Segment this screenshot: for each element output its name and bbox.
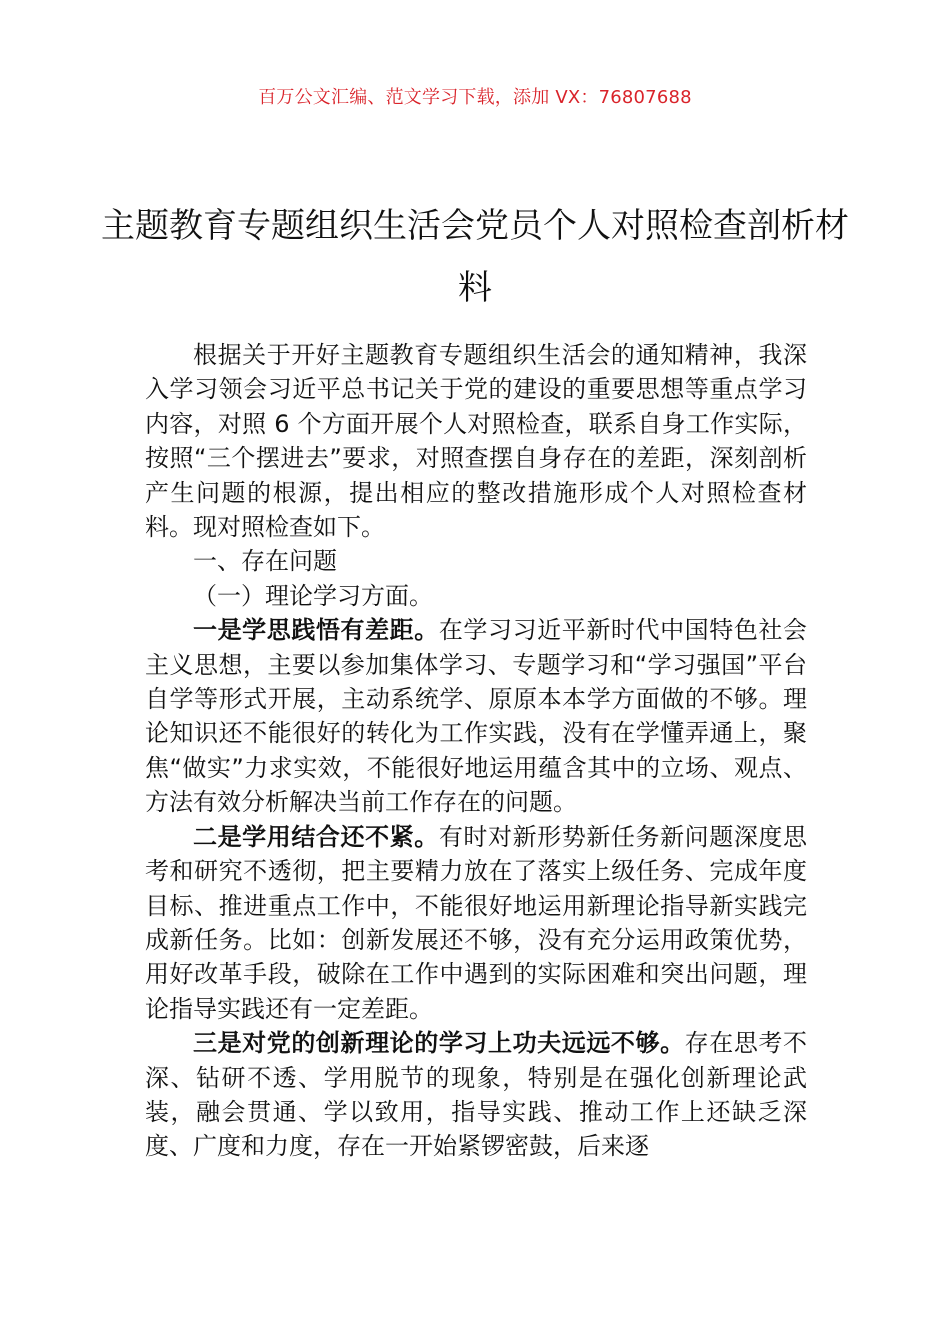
- section-heading: 一、存在问题: [193, 547, 337, 576]
- document-body: [145, 338, 807, 1164]
- intro-paragraph: 根据关于开好主题教育专题组织生活会的通知精神，我深入学习领会习近平总书记关于党的建设的重要思想等重点学习内容，对照 6 个方面开展个人对照检查，联系自身工作实际，按照“三个摆进去”要求，对照查摆自身存在的差距，深刻剖析产生问题的根源，提出相应的整改措施形成个人对照检查材料。现对照检查如下。: [145, 341, 807, 542]
- subsection-heading: （一）理论学习方面。: [193, 581, 433, 610]
- item-lead-2: 二是学用结合还不紧。: [193, 822, 439, 851]
- item-text-2: 有时对新形势新任务新问题深度思考和研究不透彻，把主要精力放在了落实上级任务、完成年度目标、推进重点工作中，不能很好地运用新理论指导新实践完成新任务。比如：创新发展还不够，没有充分运用政策优势，用好改革手段，破除在工作中遇到的实际困难和突出问题，理论指导实践还有一定差距。: [145, 822, 808, 1023]
- item-text-1: 在学习习近平新时代中国特色社会主义思想，主要以参加集体学习、专题学习和“学习强国”平台自学等形式开展，主动系统学、原原本本学方面做的不够。理论知识还不能很好的转化为工作实践，没有在学懂弄通上，聚焦“做实”力求实效，不能很好地运用蕴含其中的立场、观点、方法有效分析解决当前工作存在的问题。: [145, 616, 808, 817]
- item-lead-3: 三是对党的创新理论的学习上功夫远远不够。: [193, 1029, 685, 1058]
- page-title: 主题教育专题组织生活会党员个人对照检查剖析材料: [101, 205, 849, 308]
- item-paragraph-1: [145, 613, 807, 819]
- item-lead-1: 一是学思践悟有差距。: [193, 616, 439, 645]
- item-paragraph-3: [145, 1026, 807, 1164]
- item-text-3: 存在思考不深、钻研不透、学用脱节的现象，特别是在强化创新理论武装，融会贯通、学以致用，指导实践、推动工作上还缺乏深度、广度和力度，存在一开始紧锣密鼓，后来逐: [145, 1029, 808, 1161]
- item-paragraph-2: [145, 820, 807, 1026]
- header-note: 百万公文汇编、范文学习下载，添加 VX：76807688: [258, 87, 692, 108]
